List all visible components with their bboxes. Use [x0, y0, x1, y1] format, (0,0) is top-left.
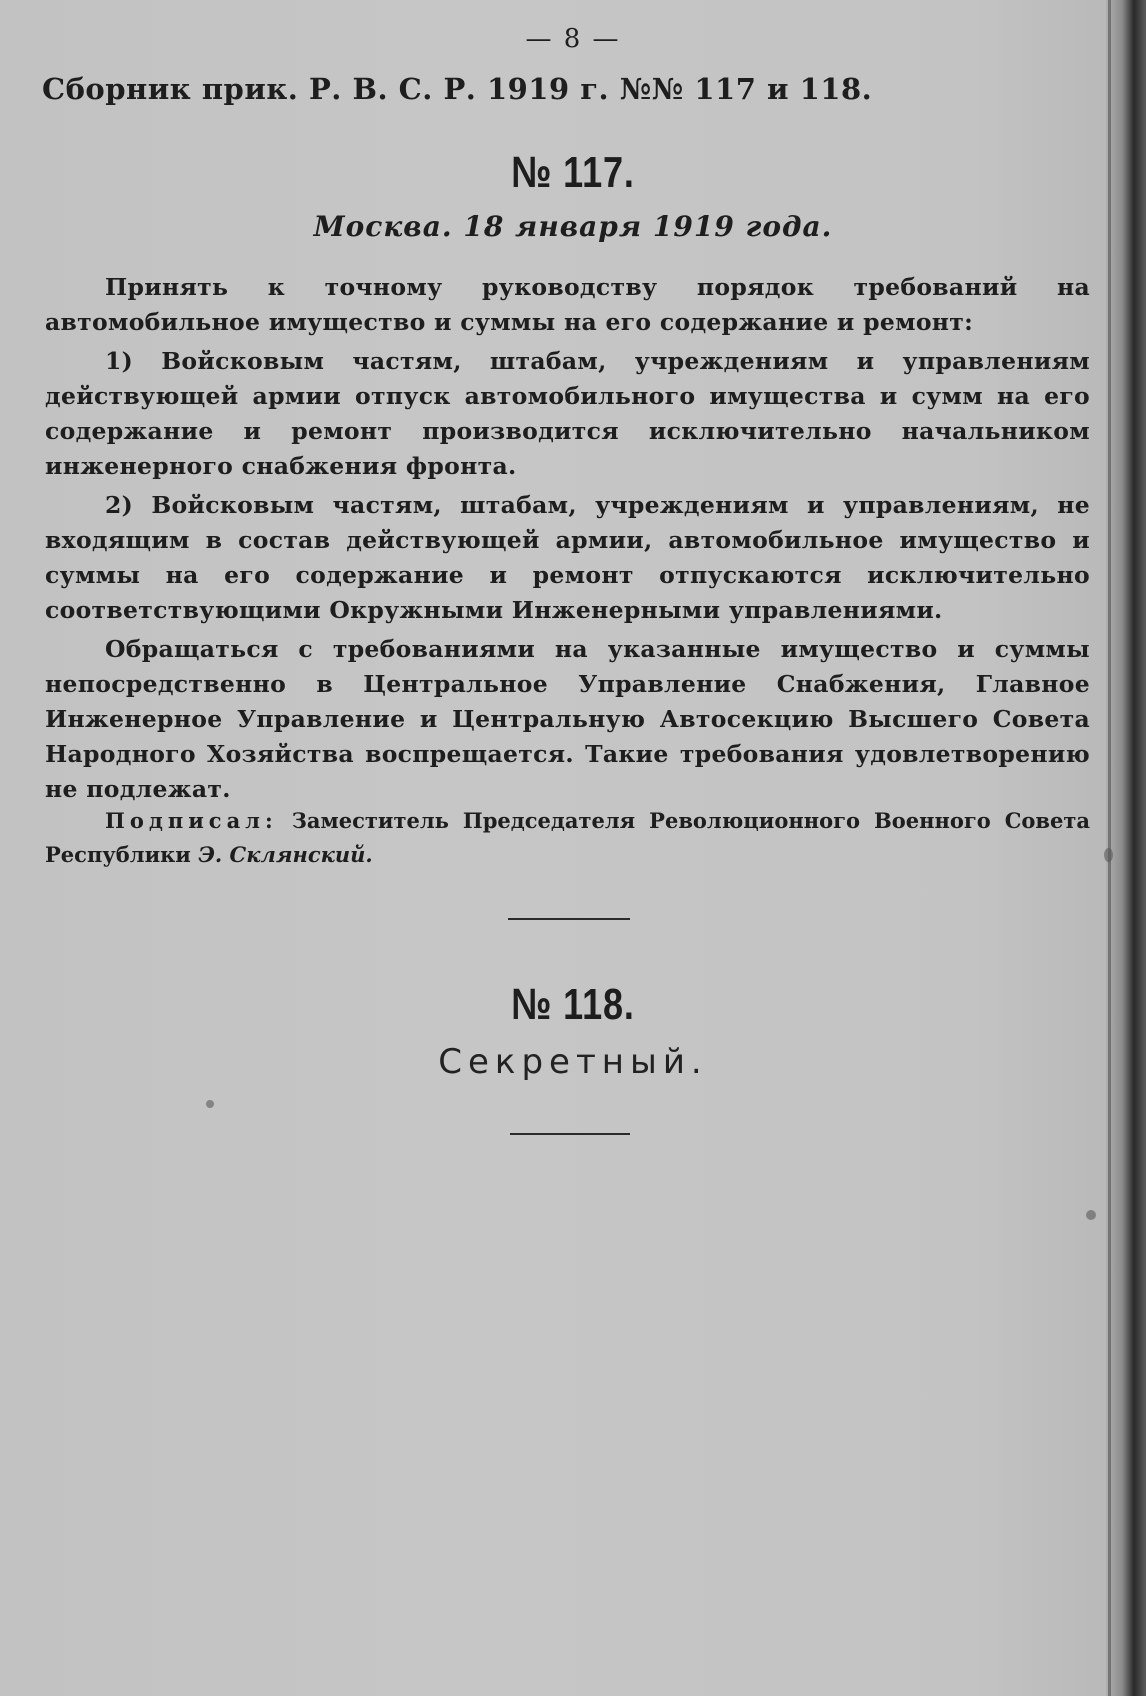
page-number: — 8 — — [525, 24, 621, 54]
paragraph-point-1: 1) Войсковым частям, штабам, учреждениям и управлениям действующей армии отпуск автомобильного имущества и сумм на его содержание и ремонт производится исключительно начальником инженерного снабжения фронта. — [45, 347, 1090, 480]
paragraph-point-2: 2) Войсковым частям, штабам, учреждениям и управлениям, не входящим в состав действующей армии, автомобильное имущество и суммы на его содержание и ремонт отпускаются исключительно соответствующими Окружными Инженерными управлениями. — [45, 491, 1090, 624]
signature-name: Э. Склянский. — [198, 842, 373, 867]
running-head: Сборник прик. Р. В. С. Р. 1919 г. №№ 117 и 118. — [42, 72, 873, 106]
binding-edge — [1106, 0, 1146, 1696]
ink-speck — [1104, 848, 1113, 862]
order-117-signature — [45, 804, 1090, 872]
order-117-body — [45, 270, 1090, 807]
order-117-dateline: Москва. 18 января 1919 года. — [313, 210, 833, 243]
signature-position: Заместитель Председателя Революционного Военного Совета Республики — [45, 808, 1090, 867]
order-117-number: № 117. — [511, 148, 635, 197]
signature-label: Подписал: — [105, 808, 278, 833]
ink-speck — [206, 1100, 214, 1108]
section-end-divider — [510, 1133, 630, 1135]
order-118-number: № 118. — [511, 980, 635, 1029]
paragraph-prohibition: Обращаться с требованиями на указанные имущество и суммы непосредственно в Центральное Управление Снабжения, Главное Инженерное Управление и Центральную Автосекцию Высшего Совета Народного Хозяйства воспрещается. Такие требования удовлетворению не подлежат. — [45, 635, 1090, 803]
section-divider — [508, 918, 630, 920]
ink-speck — [1086, 1210, 1096, 1220]
order-118-classification: Секретный. — [438, 1042, 708, 1082]
paragraph-intro: Принять к точному руководству порядок требований на автомобильное имущество и суммы на его содержание и ремонт: — [45, 273, 1090, 336]
